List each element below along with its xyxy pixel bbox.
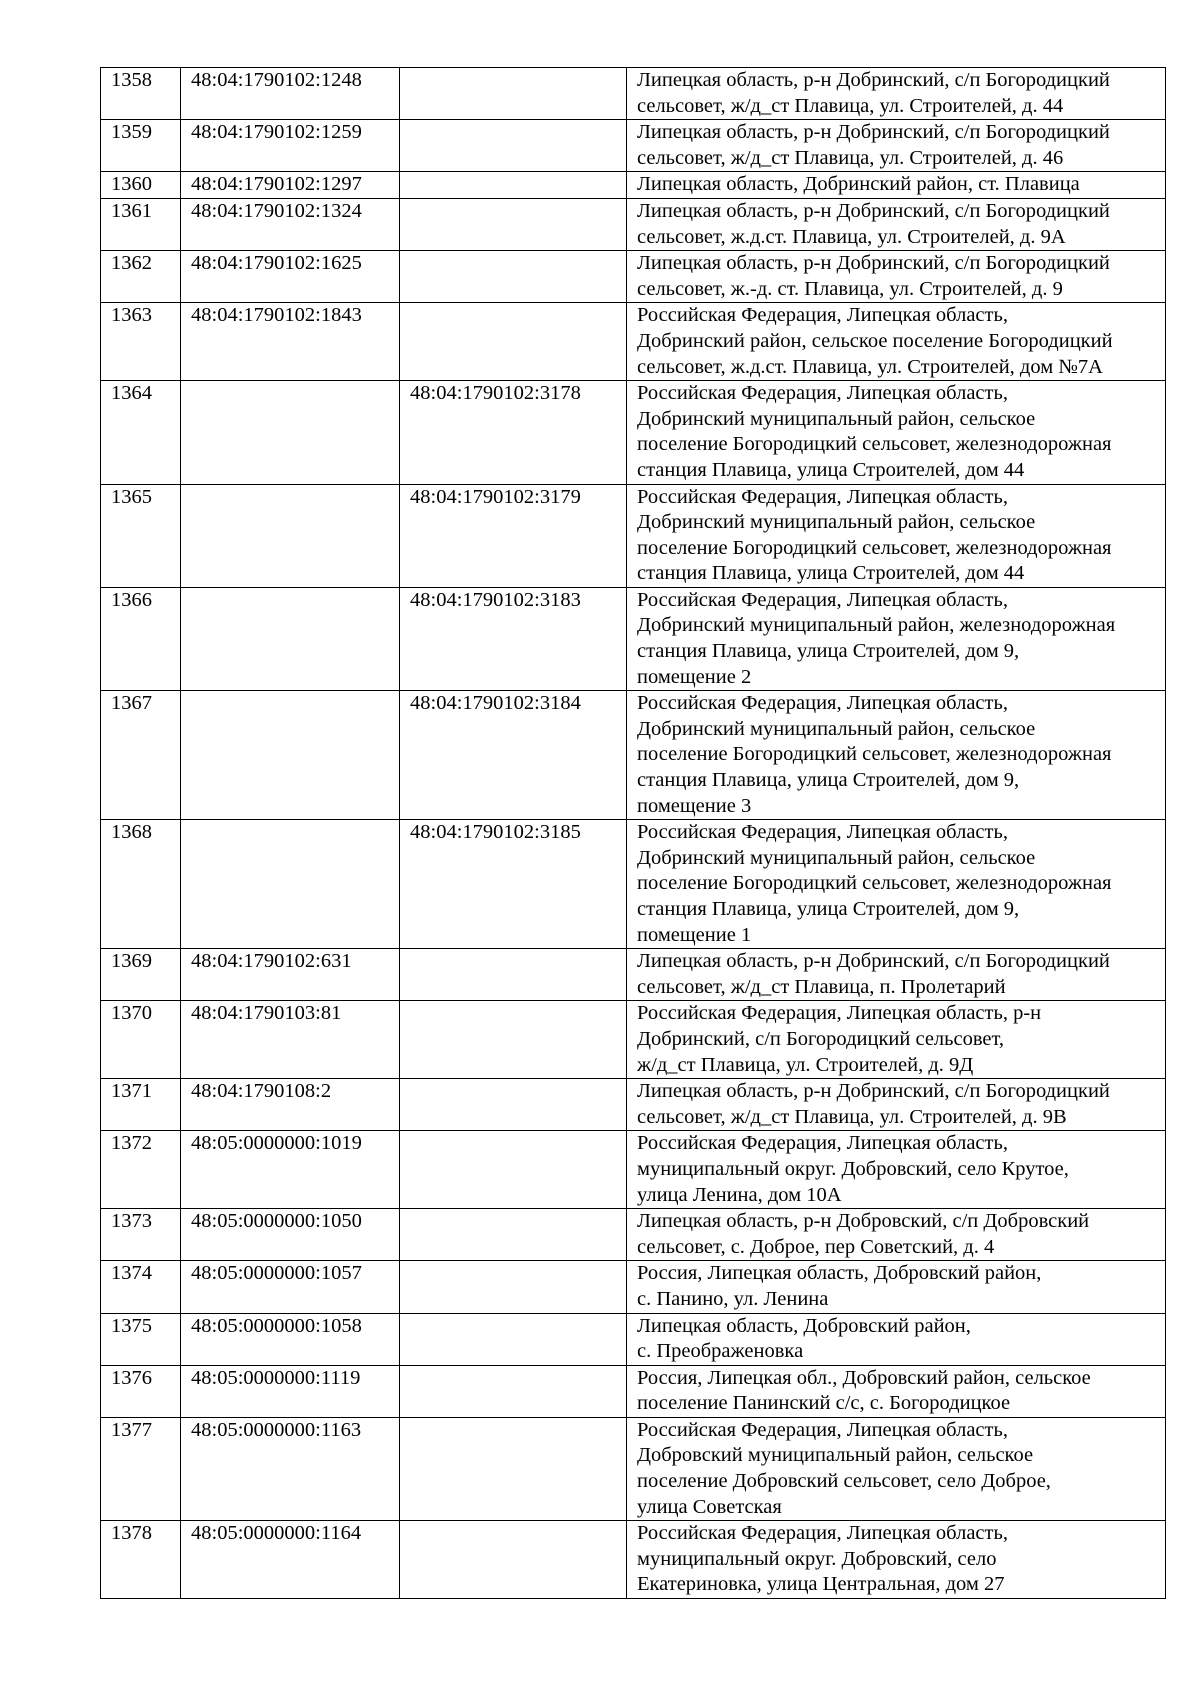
row-number-cell: 1372: [101, 1131, 181, 1209]
row-number-cell: 1373: [101, 1209, 181, 1261]
address-cell: [627, 381, 1166, 484]
row-number-cell: 1370: [101, 1001, 181, 1079]
address-line: Российская Федерация, Липецкая область,: [637, 485, 1008, 508]
address-cell: [627, 1417, 1166, 1520]
address-line: поселение Богородицкий сельсовет, железнодорожная: [637, 433, 1112, 456]
address-line: помещение 3: [637, 794, 752, 817]
address-line: Липецкая область, Добровский район,: [637, 1314, 971, 1337]
address-line: Добровский муниципальный район, сельское: [637, 1444, 1034, 1467]
table-row: [101, 691, 1166, 820]
address-line: сельсовет, ж/д_ст Плавица, п. Пролетарий: [637, 975, 1006, 998]
building-cadastral-number-cell: 48:04:1790102:3184: [400, 691, 627, 820]
address-line: поселение Богородицкий сельсовет, железнодорожная: [637, 872, 1112, 895]
building-cadastral-number-cell: [400, 1521, 627, 1599]
land-cadastral-number-cell: 48:04:1790102:1259: [181, 120, 400, 172]
address-line: Липецкая область, р-н Добринский, с/п Богородицкий: [637, 1080, 1110, 1103]
address-line: Добринский муниципальный район, сельское: [637, 511, 1036, 534]
row-number-cell: 1359: [101, 120, 181, 172]
building-cadastral-number-cell: [400, 1365, 627, 1417]
land-cadastral-number-cell: 48:04:1790108:2: [181, 1079, 400, 1131]
building-cadastral-number-cell: 48:04:1790102:3185: [400, 820, 627, 949]
address-line: Добринский район, сельское поселение Богородицкий: [637, 329, 1113, 352]
land-cadastral-number-cell: 48:04:1790102:1625: [181, 251, 400, 303]
address-line: помещение 1: [637, 923, 752, 946]
address-line: Российская Федерация, Липецкая область,: [637, 304, 1008, 327]
address-cell: [627, 1079, 1166, 1131]
address-cell: [627, 120, 1166, 172]
building-cadastral-number-cell: [400, 251, 627, 303]
address-line: ж/д_ст Плавица, ул. Строителей, д. 9Д: [637, 1053, 974, 1076]
address-line: Липецкая область, р-н Добринский, с/п Богородицкий: [637, 121, 1110, 144]
building-cadastral-number-cell: [400, 1131, 627, 1209]
address-line: станция Плавица, улица Строителей, дом 44: [637, 458, 1025, 481]
address-line: Российская Федерация, Липецкая область,: [637, 1522, 1008, 1545]
row-number-cell: 1362: [101, 251, 181, 303]
table-row: [101, 68, 1166, 120]
address-line: Российская Федерация, Липецкая область, р-н: [637, 1002, 1042, 1025]
building-cadastral-number-cell: [400, 1079, 627, 1131]
land-cadastral-number-cell: 48:05:0000000:1050: [181, 1209, 400, 1261]
address-line: Добринский муниципальный район, железнодорожная: [637, 614, 1116, 637]
table-row: [101, 1261, 1166, 1313]
row-number-cell: 1361: [101, 198, 181, 250]
address-line: сельсовет, ж/д_ст Плавица, ул. Строителей, д. 44: [637, 94, 1064, 117]
building-cadastral-number-cell: [400, 1417, 627, 1520]
row-number-cell: 1368: [101, 820, 181, 949]
address-cell: [627, 949, 1166, 1001]
row-number-cell: 1364: [101, 381, 181, 484]
building-cadastral-number-cell: [400, 1001, 627, 1079]
row-number-cell: 1376: [101, 1365, 181, 1417]
address-line: станция Плавица, улица Строителей, дом 44: [637, 562, 1025, 585]
land-cadastral-number-cell: 48:04:1790102:1324: [181, 198, 400, 250]
address-line: Добринский муниципальный район, сельское: [637, 846, 1036, 869]
land-cadastral-number-cell: 48:05:0000000:1019: [181, 1131, 400, 1209]
address-line: улица Советская: [637, 1495, 782, 1518]
address-line: Российская Федерация, Липецкая область,: [637, 821, 1008, 844]
row-number-cell: 1369: [101, 949, 181, 1001]
address-line: сельсовет, ж.д.ст. Плавица, ул. Строителей, дом №7А: [637, 355, 1103, 378]
table-row: [101, 172, 1166, 199]
address-line: поселение Богородицкий сельсовет, железнодорожная: [637, 536, 1112, 559]
building-cadastral-number-cell: [400, 1261, 627, 1313]
table-row: [101, 1365, 1166, 1417]
address-cell: [627, 691, 1166, 820]
table-row: [101, 820, 1166, 949]
table-row: [101, 198, 1166, 250]
address-line: Добринский муниципальный район, сельское: [637, 717, 1036, 740]
address-line: Липецкая область, р-н Добринский, с/п Богородицкий: [637, 199, 1110, 222]
address-cell: [627, 68, 1166, 120]
address-line: муниципальный округ. Добровский, село: [637, 1547, 997, 1570]
building-cadastral-number-cell: 48:04:1790102:3178: [400, 381, 627, 484]
address-line: станция Плавица, улица Строителей, дом 9,: [637, 769, 1020, 792]
land-cadastral-number-cell: 48:05:0000000:1058: [181, 1313, 400, 1365]
address-line: Российская Федерация, Липецкая область,: [637, 1132, 1008, 1155]
address-line: станция Плавица, улица Строителей, дом 9,: [637, 640, 1020, 663]
building-cadastral-number-cell: [400, 172, 627, 199]
address-cell: [627, 172, 1166, 199]
building-cadastral-number-cell: 48:04:1790102:3179: [400, 484, 627, 587]
row-number-cell: 1375: [101, 1313, 181, 1365]
land-cadastral-number-cell: [181, 381, 400, 484]
land-cadastral-number-cell: 48:05:0000000:1163: [181, 1417, 400, 1520]
building-cadastral-number-cell: [400, 120, 627, 172]
table-row: [101, 587, 1166, 690]
building-cadastral-number-cell: [400, 68, 627, 120]
table-body: [101, 68, 1166, 1599]
address-line: с. Преображеновка: [637, 1340, 804, 1363]
row-number-cell: 1358: [101, 68, 181, 120]
building-cadastral-number-cell: [400, 198, 627, 250]
address-cell: [627, 198, 1166, 250]
address-line: муниципальный округ. Добровский, село Крутое,: [637, 1157, 1069, 1180]
address-cell: [627, 820, 1166, 949]
land-cadastral-number-cell: 48:05:0000000:1057: [181, 1261, 400, 1313]
address-line: сельсовет, с. Доброе, пер Советский, д. 4: [637, 1235, 995, 1258]
land-cadastral-number-cell: 48:05:0000000:1119: [181, 1365, 400, 1417]
building-cadastral-number-cell: [400, 1313, 627, 1365]
address-line: сельсовет, ж/д_ст Плавица, ул. Строителей, д. 46: [637, 146, 1064, 169]
table-row: [101, 1001, 1166, 1079]
address-line: с. Панино, ул. Ленина: [637, 1287, 829, 1310]
address-line: Липецкая область, р-н Добровский, с/п Добровский: [637, 1210, 1090, 1233]
address-line: Липецкая область, р-н Добринский, с/п Богородицкий: [637, 252, 1110, 275]
land-cadastral-number-cell: 48:04:1790102:1297: [181, 172, 400, 199]
row-number-cell: 1365: [101, 484, 181, 587]
table-row: [101, 1313, 1166, 1365]
building-cadastral-number-cell: [400, 303, 627, 381]
address-line: улица Ленина, дом 10А: [637, 1183, 842, 1206]
row-number-cell: 1374: [101, 1261, 181, 1313]
land-cadastral-number-cell: [181, 820, 400, 949]
table-row: [101, 1079, 1166, 1131]
table-row: [101, 484, 1166, 587]
cadastral-registry-table: [100, 67, 1166, 1599]
address-line: Российская Федерация, Липецкая область,: [637, 382, 1008, 405]
table-row: [101, 120, 1166, 172]
address-line: сельсовет, ж.д.ст. Плавица, ул. Строителей, д. 9А: [637, 225, 1066, 248]
row-number-cell: 1378: [101, 1521, 181, 1599]
address-line: помещение 2: [637, 665, 752, 688]
address-cell: [627, 1261, 1166, 1313]
address-cell: [627, 484, 1166, 587]
row-number-cell: 1360: [101, 172, 181, 199]
address-cell: [627, 587, 1166, 690]
address-line: поселение Панинский с/с, с. Богородицкое: [637, 1392, 1011, 1415]
row-number-cell: 1367: [101, 691, 181, 820]
address-cell: [627, 1209, 1166, 1261]
address-line: Россия, Липецкая обл., Добровский район, сельское: [637, 1366, 1091, 1389]
building-cadastral-number-cell: 48:04:1790102:3183: [400, 587, 627, 690]
land-cadastral-number-cell: 48:05:0000000:1164: [181, 1521, 400, 1599]
address-cell: [627, 1131, 1166, 1209]
table-row: [101, 1521, 1166, 1599]
address-line: Добринский, с/п Богородицкий сельсовет,: [637, 1027, 1005, 1050]
table-row: [101, 949, 1166, 1001]
address-line: сельсовет, ж/д_ст Плавица, ул. Строителей, д. 9В: [637, 1105, 1067, 1128]
address-line: поселение Добровский сельсовет, село Доброе,: [637, 1470, 1051, 1493]
address-line: Добринский муниципальный район, сельское: [637, 407, 1036, 430]
building-cadastral-number-cell: [400, 949, 627, 1001]
land-cadastral-number-cell: 48:04:1790102:1248: [181, 68, 400, 120]
address-line: Липецкая область, Добринский район, ст. Плавица: [637, 173, 1080, 196]
table-row: [101, 251, 1166, 303]
table-row: [101, 381, 1166, 484]
address-line: Российская Федерация, Липецкая область,: [637, 588, 1008, 611]
address-cell: [627, 303, 1166, 381]
table-row: [101, 1209, 1166, 1261]
address-line: сельсовет, ж.-д. ст. Плавица, ул. Строителей, д. 9: [637, 277, 1063, 300]
address-cell: [627, 1365, 1166, 1417]
address-line: станция Плавица, улица Строителей, дом 9,: [637, 898, 1020, 920]
land-cadastral-number-cell: 48:04:1790102:1843: [181, 303, 400, 381]
address-line: поселение Богородицкий сельсовет, железнодорожная: [637, 743, 1112, 766]
address-line: Российская Федерация, Липецкая область,: [637, 692, 1008, 715]
address-cell: [627, 1313, 1166, 1365]
table-row: [101, 303, 1166, 381]
table-row: [101, 1417, 1166, 1520]
address-line: Российская Федерация, Липецкая область,: [637, 1418, 1008, 1441]
land-cadastral-number-cell: 48:04:1790102:631: [181, 949, 400, 1001]
address-cell: [627, 1001, 1166, 1079]
address-line: Екатериновка, улица Центральная, дом 27: [637, 1573, 1005, 1596]
address-cell: [627, 251, 1166, 303]
land-cadastral-number-cell: 48:04:1790103:81: [181, 1001, 400, 1079]
land-cadastral-number-cell: [181, 691, 400, 820]
land-cadastral-number-cell: [181, 587, 400, 690]
building-cadastral-number-cell: [400, 1209, 627, 1261]
row-number-cell: 1377: [101, 1417, 181, 1520]
land-cadastral-number-cell: [181, 484, 400, 587]
address-cell: [627, 1521, 1166, 1599]
address-line: Россия, Липецкая область, Добровский район,: [637, 1262, 1042, 1285]
address-line: Липецкая область, р-н Добринский, с/п Богородицкий: [637, 950, 1110, 973]
row-number-cell: 1371: [101, 1079, 181, 1131]
address-line: Липецкая область, р-н Добринский, с/п Богородицкий: [637, 69, 1110, 91]
row-number-cell: 1366: [101, 587, 181, 690]
table-row: [101, 1131, 1166, 1209]
row-number-cell: 1363: [101, 303, 181, 381]
